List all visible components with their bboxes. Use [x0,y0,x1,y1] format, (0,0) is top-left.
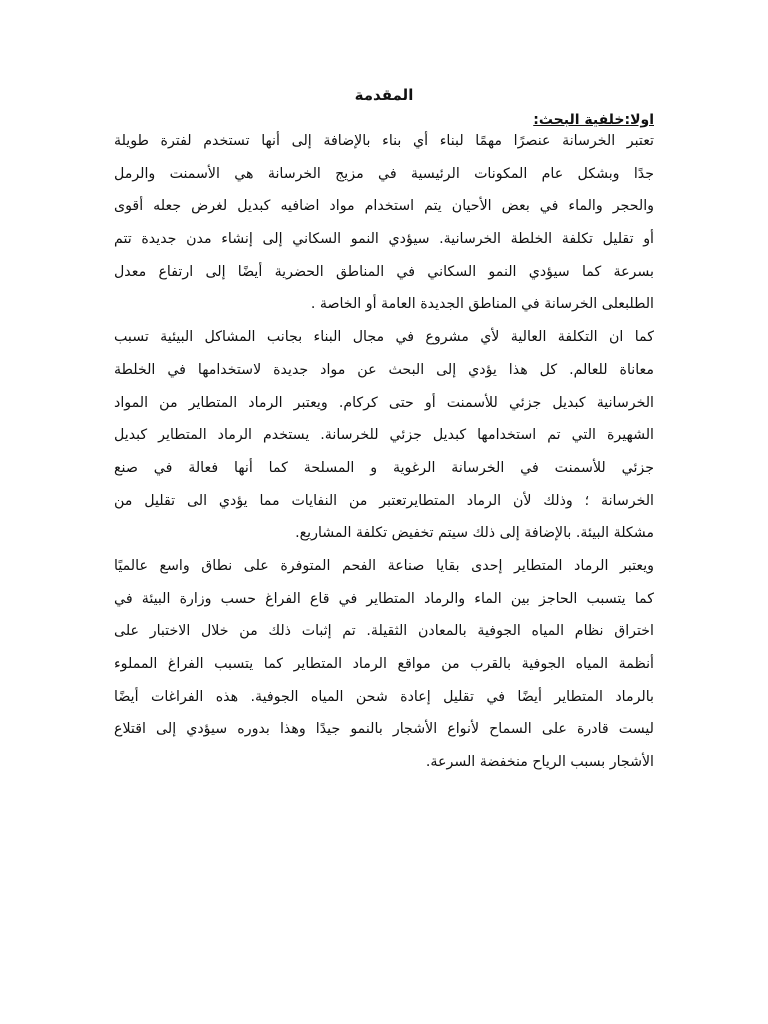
text-line: ويعتبر الرماد المتطاير إحدى بقايا صناعة الفحم المتوفرة على نطاق واسع عالميًا [114,557,654,574]
text-line: كما ان التكلفة العالية لأي مشروع في مجال البناء بجانب المشاكل البيئية تسبب [114,329,654,346]
page-title: المقدمة [354,86,414,104]
text-line: ليست قادرة على السماح لأنواع الأشجار بالنمو جيدًا وهذا بدوره سيؤدي إلى اقتلاع [114,721,654,738]
text-line: أنظمة المياه الجوفية بالقرب من مواقع الرماد المتطاير كما يتسبب الفراغ المملوء [114,656,654,672]
text-line: تعتبر الخرسانة عنصرًا مهمًا لبناء أي بناء بالإضافة إلى أنها تستخدم لفترة طويلة [114,133,654,149]
body-paragraphs [114,128,654,782]
text-line: كما يتسبب الحاجز بين الماء والرماد المتطاير في قاع الفراغ حسب وزارة البيئة في [114,590,654,607]
text-line: الشهيرة التي تم استخدامها كبديل جزئي للخرسانة. يستخدم الرماد المتطاير كبديل [114,427,654,444]
text-line: معاناة للعالم. كل هذا يؤدي إلى البحث عن مواد جديدة لاستخدامها في الخلطة [114,361,654,378]
text-line: اختراق نظام المياه الجوفية بالمعادن الثقيلة. تم إثبات ذلك من خلال الاختبار على [114,623,654,640]
text-line: جدًا وبشكل عام المكونات الرئيسية في مزيج الخرسانة هي الأسمنت والرمل [114,165,654,182]
text-line: والحجر والماء في بعض الأحيان يتم استخدام مواد اضافيه كبديل لغرض جعله أقوى [114,198,654,215]
text-line: الخرسانة ؛ وذلك لأن الرماد المتطايرتعتبر من النفايات مما يؤدي الى تقليل من [114,492,654,509]
text-line: الطلبعلى الخرسانة في المناطق الجديدة العامة أو الخاصة . [310,296,654,313]
text-line: الأشجار بسبب الرياح منخفضة السرعة. [425,754,654,771]
section-heading: اولا:خلفية البحث: [533,112,654,128]
text-line: أو تقليل تكلفة الخلطة الخرسانية. سيؤدي النمو السكاني إلى إنشاء مدن جديدة تتم [114,231,654,248]
text-line: مشكلة البيئة. بالإضافة إلى ذلك سيتم تخفيض تكلفة المشاريع. [295,525,654,542]
text-line: بسرعة كما سيؤدي النمو السكاني في المناطق الحضرية أيضًا إلى ارتفاع معدل [114,263,654,280]
text-line: بالرماد المتطاير أيضًا في تقليل إعادة شحن المياه الجوفية. هذه الفراغات أيضًا [114,688,654,705]
text-line: الخرسانية كبديل جزئي للأسمنت أو حتى كركام. ويعتبر الرماد المتطاير من المواد [114,394,654,411]
text-line: جزئي للأسمنت في الخرسانة الرغوية و المسلحة كما أنها فعالة في صنع [114,459,654,476]
